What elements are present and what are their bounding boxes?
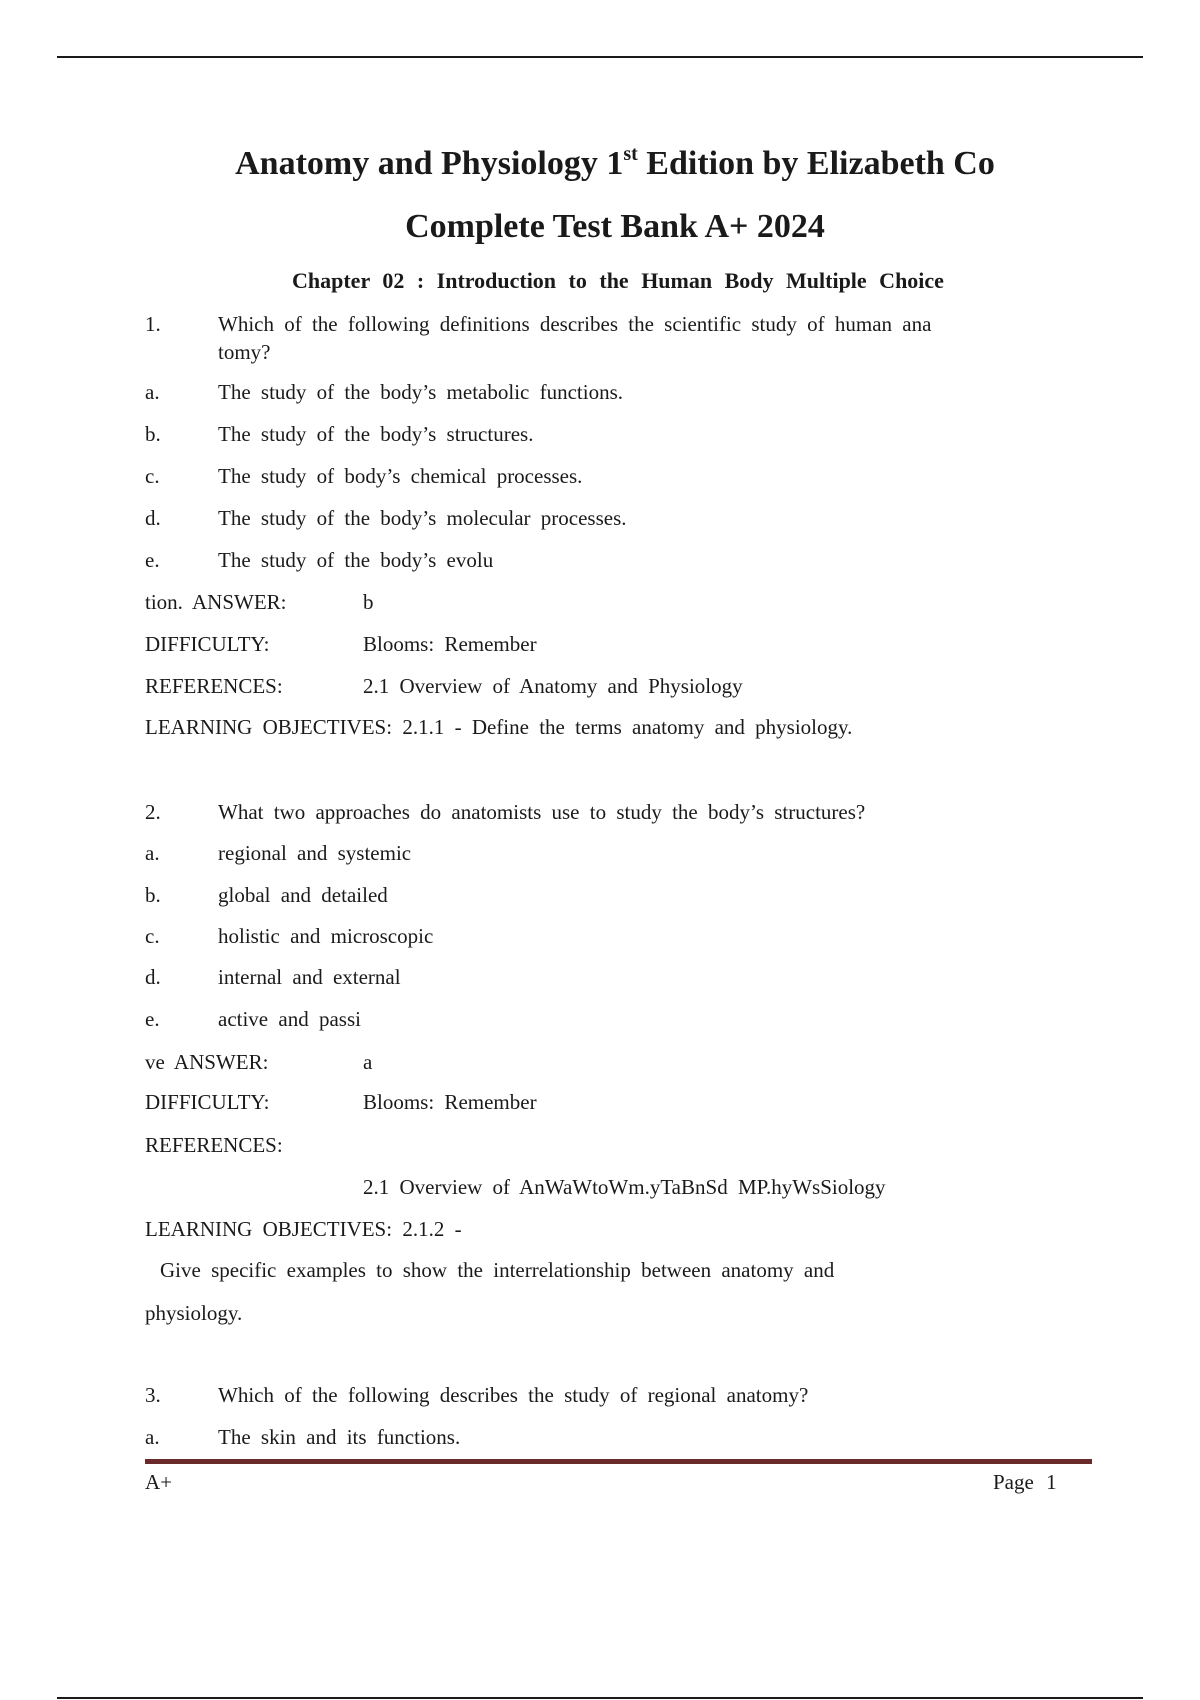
page-number: Page 1 xyxy=(993,1470,1057,1494)
q1-option-c-letter: c. xyxy=(145,464,160,488)
q3-text: Which of the following describes the study of regional anatomy? xyxy=(218,1383,809,1407)
document-title-line-1 xyxy=(0,144,1200,184)
q1-learning-objectives: LEARNING OBJECTIVES: 2.1.1 - Define the terms anatomy and physiology. xyxy=(145,715,853,739)
q2-difficulty-label: DIFFICULTY: xyxy=(145,1090,270,1114)
q1-answer-value: b xyxy=(363,590,374,614)
q1-option-b-letter: b. xyxy=(145,422,161,446)
q1-option-e-letter: e. xyxy=(145,548,160,572)
q3-option-a: The skin and its functions. xyxy=(218,1425,461,1449)
q2-option-e-letter: e. xyxy=(145,1007,160,1031)
q2-learning-objectives-text-continued: physiology. xyxy=(145,1301,243,1325)
chapter-heading: Chapter 02 : Introduction to the Human Body Multiple Choice xyxy=(292,268,944,293)
q2-option-c: holistic and microscopic xyxy=(218,924,434,948)
q3-option-a-letter: a. xyxy=(145,1425,160,1449)
q1-difficulty-label: DIFFICULTY: xyxy=(145,632,270,656)
q2-learning-objectives-label: LEARNING OBJECTIVES: 2.1.2 - xyxy=(145,1217,462,1241)
q2-option-b: global and detailed xyxy=(218,883,388,907)
q2-answer-value: a xyxy=(363,1050,373,1074)
q2-option-a: regional and systemic xyxy=(218,841,412,865)
q1-references-value: 2.1 Overview of Anatomy and Physiology xyxy=(363,674,743,698)
title-text: Anatomy and Physiology 1 xyxy=(235,145,624,182)
q2-text: What two approaches do anatomists use to study the body’s structures? xyxy=(218,800,866,824)
q1-option-e: The study of the body’s evolu xyxy=(218,548,494,572)
footer-divider xyxy=(145,1459,1092,1464)
q2-references-value: 2.1 Overview of AnWaWtoWm.yTaBnSd MP.hyWsSiology xyxy=(363,1175,886,1199)
q2-option-e: active and passi xyxy=(218,1007,361,1031)
title-superscript: st xyxy=(623,143,638,165)
footer-left-text: A+ xyxy=(145,1470,173,1494)
q2-number: 2. xyxy=(145,800,161,824)
q2-option-c-letter: c. xyxy=(145,924,160,948)
title-text-continued: Edition by Elizabeth Co xyxy=(637,145,995,182)
q1-option-a: The study of the body’s metabolic functions. xyxy=(218,380,624,404)
q2-references-label: REFERENCES: xyxy=(145,1133,283,1157)
q1-option-c: The study of body’s chemical processes. xyxy=(218,464,583,488)
q1-option-b: The study of the body’s structures. xyxy=(218,422,534,446)
top-border-line xyxy=(57,56,1143,58)
q2-learning-objectives-text: Give specific examples to show the interrelationship between anatomy and xyxy=(160,1258,835,1282)
bottom-border-line xyxy=(57,1697,1143,1699)
q2-answer-label: ve ANSWER: xyxy=(145,1050,269,1074)
q2-difficulty-value: Blooms: Remember xyxy=(363,1090,537,1114)
q1-text-continued: tomy? xyxy=(218,340,271,364)
q2-option-b-letter: b. xyxy=(145,883,161,907)
q1-number: 1. xyxy=(145,312,161,336)
q1-difficulty-value: Blooms: Remember xyxy=(363,632,537,656)
q2-option-d-letter: d. xyxy=(145,965,161,989)
q2-option-a-letter: a. xyxy=(145,841,160,865)
q3-number: 3. xyxy=(145,1383,161,1407)
q1-references-label: REFERENCES: xyxy=(145,674,283,698)
q2-option-d: internal and external xyxy=(218,965,401,989)
q1-option-d: The study of the body’s molecular processes. xyxy=(218,506,627,530)
document-title-line-2: Complete Test Bank A+ 2024 xyxy=(405,208,825,245)
q1-option-d-letter: d. xyxy=(145,506,161,530)
q1-answer-label: tion. ANSWER: xyxy=(145,590,287,614)
q1-text: Which of the following definitions describes the scientific study of human ana xyxy=(218,312,932,336)
q1-option-a-letter: a. xyxy=(145,380,160,404)
